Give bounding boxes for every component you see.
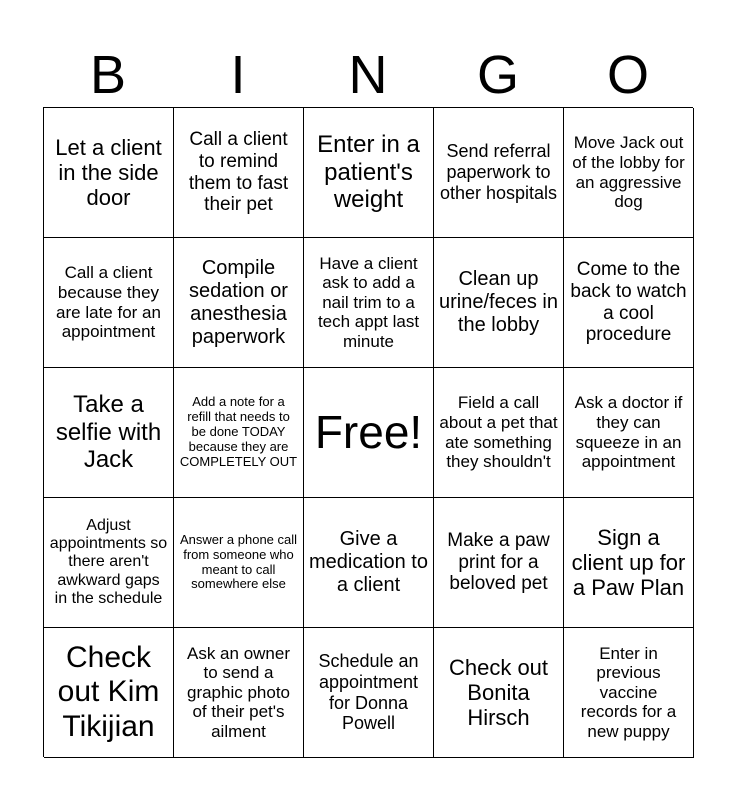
header-letter-b: B bbox=[89, 45, 127, 105]
bingo-cell-referral-paperwork: Send referral paperwork to other hospitals bbox=[434, 108, 564, 238]
bingo-cell-cool-procedure: Come to the back to watch a cool procedure bbox=[564, 238, 694, 368]
bingo-cell-ate-something: Field a call about a pet that ate something they shouldn't bbox=[434, 368, 564, 498]
bingo-grid bbox=[43, 107, 693, 757]
bingo-cell-paw-print: Make a paw print for a beloved pet bbox=[434, 498, 564, 628]
bingo-cell-squeeze-appointment: Ask a doctor if they can squeeze in an appointment bbox=[564, 368, 694, 498]
header-letter-g: G bbox=[476, 45, 519, 105]
bingo-cell-move-jack: Move Jack out of the lobby for an aggressive dog bbox=[564, 108, 694, 238]
bingo-cell-give-medication: Give a medication to a client bbox=[304, 498, 434, 628]
bingo-cell-patient-weight: Enter in a patient's weight bbox=[304, 108, 434, 238]
bingo-cell-donna-powell: Schedule an appointment for Donna Powell bbox=[304, 628, 434, 758]
bingo-cell-graphic-photo: Ask an owner to send a graphic photo of their pet's ailment bbox=[174, 628, 304, 758]
header-letter-i: I bbox=[230, 45, 246, 105]
bingo-cell-wrong-number: Answer a phone call from someone who meant to call somewhere else bbox=[174, 498, 304, 628]
bingo-cell-free: Free! bbox=[304, 368, 434, 498]
bingo-cell-nail-trim: Have a client ask to add a nail trim to a tech appt last minute bbox=[304, 238, 434, 368]
bingo-cell-kim-tikijian: Check out Kim Tikijian bbox=[44, 628, 174, 758]
header-letter-o: O bbox=[606, 45, 649, 105]
bingo-cell-sedation-paperwork: Compile sedation or anesthesia paperwork bbox=[174, 238, 304, 368]
bingo-cell-refill-note: Add a note for a refill that needs to be done TODAY because they are COMPLETELY OUT bbox=[174, 368, 304, 498]
bingo-cell-adjust-appointments: Adjust appointments so there aren't awkward gaps in the schedule bbox=[44, 498, 174, 628]
header-letter-n: N bbox=[348, 45, 388, 105]
bingo-cell-paw-plan: Sign a client up for a Paw Plan bbox=[564, 498, 694, 628]
bingo-cell-bonita-hirsch: Check out Bonita Hirsch bbox=[434, 628, 564, 758]
bingo-cell-fast-reminder: Call a client to remind them to fast their pet bbox=[174, 108, 304, 238]
bingo-cell-side-door: Let a client in the side door bbox=[44, 108, 174, 238]
bingo-header bbox=[43, 44, 693, 106]
bingo-cell-vaccine-records: Enter in previous vaccine records for a new puppy bbox=[564, 628, 694, 758]
bingo-cell-late-client: Call a client because they are late for an appointment bbox=[44, 238, 174, 368]
bingo-cell-selfie-jack: Take a selfie with Jack bbox=[44, 368, 174, 498]
bingo-cell-clean-lobby: Clean up urine/feces in the lobby bbox=[434, 238, 564, 368]
